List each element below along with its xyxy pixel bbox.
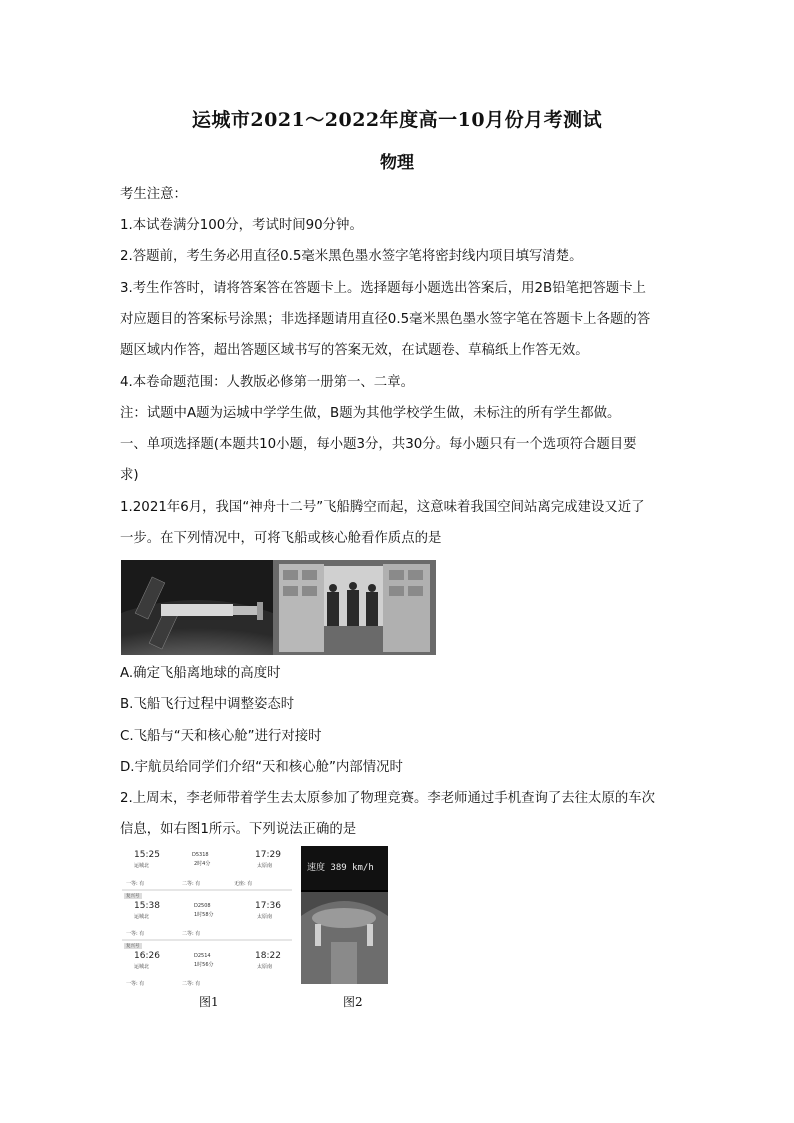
section-heading-b: 求) bbox=[120, 468, 139, 483]
train-timetable bbox=[122, 846, 292, 989]
row-divider bbox=[122, 889, 292, 891]
departure-station: 运城北 bbox=[134, 863, 150, 869]
departure-station: 运城北 bbox=[134, 964, 150, 970]
train-speed-photo bbox=[301, 846, 388, 984]
q1-option-d: D.宇航员给同学们介绍“天和核心舱”内部情况时 bbox=[120, 760, 403, 775]
departure-time: 15:38 bbox=[134, 901, 160, 911]
seat-first: 一等: 有 bbox=[126, 981, 145, 987]
notice-4: 4.本卷命题范围：人教版必修第一册第一、二章。 bbox=[120, 375, 414, 390]
seat-second: 二等: 有 bbox=[182, 931, 201, 937]
arrival-station: 太原南 bbox=[257, 964, 273, 970]
departure-time: 15:25 bbox=[134, 850, 160, 860]
q1-option-c: C.飞船与“天和核心舱”进行对接时 bbox=[120, 729, 322, 744]
arrival-time: 17:36 bbox=[255, 901, 281, 911]
notice-3a: 3.考生作答时，请将答案答在答题卡上。选择题每小题选出答案后，用2B铅笔把答题卡上 bbox=[120, 281, 646, 296]
departure-station: 运城北 bbox=[134, 914, 150, 920]
subject-title: 物理 bbox=[380, 153, 414, 173]
departure-time: 16:26 bbox=[134, 951, 160, 961]
fuxing-tag: 复兴号 bbox=[126, 894, 140, 899]
seat-first: 一等: 有 bbox=[126, 931, 145, 937]
q2-stem-b: 信息，如右图1所示。下列说法正确的是 bbox=[120, 822, 357, 837]
q1-photo bbox=[121, 560, 436, 655]
fuxing-tag: 复兴号 bbox=[126, 944, 140, 949]
row-divider bbox=[122, 939, 292, 941]
trip-duration: 1时58分 bbox=[194, 912, 214, 918]
train-number: D2508 bbox=[194, 903, 211, 909]
notice-3c: 题区域内作答，超出答题区域书写的答案无效，在试题卷、草稿纸上作答无效。 bbox=[120, 343, 589, 358]
notice-heading: 考生注意： bbox=[120, 187, 187, 202]
arrival-station: 太原南 bbox=[257, 863, 273, 869]
train-number: D5318 bbox=[192, 852, 209, 858]
train-number: D2514 bbox=[194, 953, 211, 959]
q1-stem-b: 一步。在下列情况中，可将飞船或核心舱看作质点的是 bbox=[120, 531, 442, 546]
notice-2: 2.答题前，考生务必用直径0.5毫米黑色墨水签字笔将密封线内项目填写清楚。 bbox=[120, 249, 583, 264]
q1-option-a: A.确定飞船离地球的高度时 bbox=[120, 666, 281, 681]
seat-second: 二等: 有 bbox=[182, 981, 201, 987]
section-heading-a: 一、单项选择题(本题共10小题，每小题3分，共30分。每小题只有一个选项符合题目要 bbox=[120, 437, 637, 452]
trip-duration: 1时56分 bbox=[194, 962, 214, 968]
q2-stem-a: 2.上周末，李老师带着学生去太原参加了物理竞赛。李老师通过手机查询了去往太原的车次 bbox=[120, 791, 656, 806]
seat-second: 二等: 有 bbox=[182, 881, 201, 887]
speed-readout: 速度 389 km/h bbox=[307, 863, 374, 873]
arrival-time: 18:22 bbox=[255, 951, 281, 961]
figure-2-caption: 图2 bbox=[343, 995, 363, 1009]
trip-duration: 2时4分 bbox=[194, 861, 211, 867]
figure-1-caption: 图1 bbox=[199, 995, 219, 1009]
q1-option-b: B.飞船飞行过程中调整姿态时 bbox=[120, 697, 295, 712]
seat-standing: 无座: 有 bbox=[234, 881, 253, 887]
exam-title: 运城市2021～2022年度高一10月份月考测试 bbox=[191, 109, 603, 131]
arrival-station: 太原南 bbox=[257, 914, 273, 920]
notice-3b: 对应题目的答案标号涂黑；非选择题请用直径0.5毫米黑色墨水签字笔在答题卡上各题的答 bbox=[120, 312, 651, 327]
q1-stem-a: 1.2021年6月，我国“神舟十二号”飞船腾空而起，这意味着我国空间站离完成建设又近了 bbox=[120, 500, 645, 515]
exam-note: 注：试题中A题为运城中学学生做，B题为其他学校学生做，未标注的所有学生都做。 bbox=[120, 406, 621, 421]
arrival-time: 17:29 bbox=[255, 850, 281, 860]
notice-1: 1.本试卷满分100分，考试时间90分钟。 bbox=[120, 218, 363, 233]
seat-first: 一等: 有 bbox=[126, 881, 145, 887]
